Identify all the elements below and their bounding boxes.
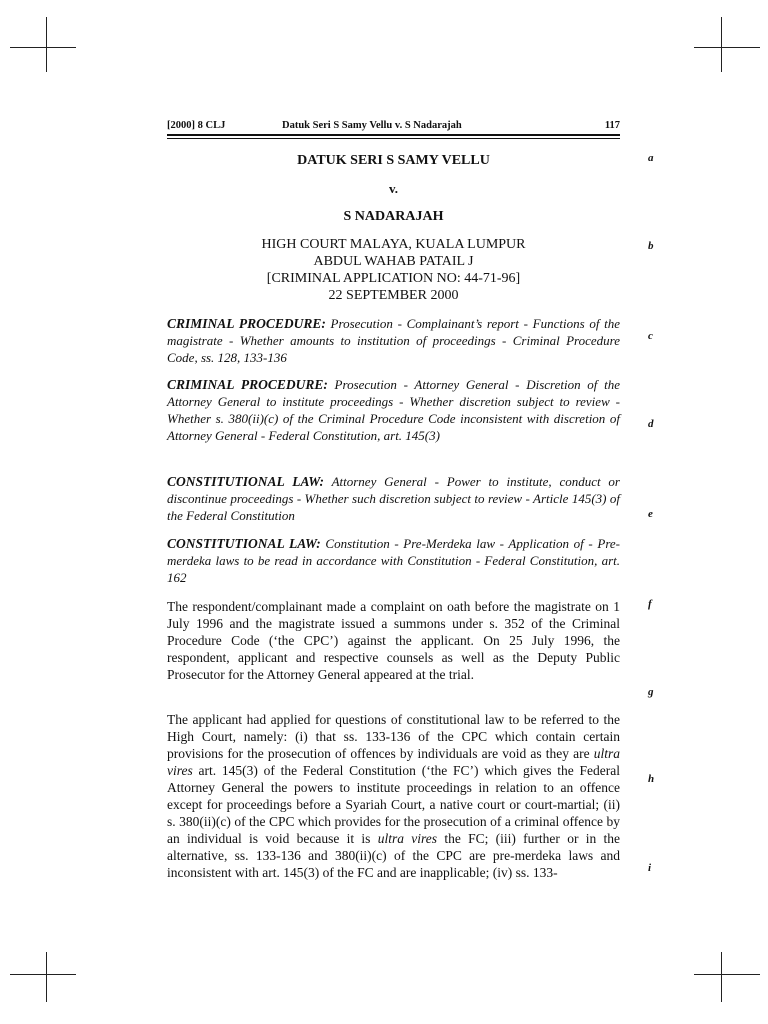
body-text: the FC; (iii) further or in the alternative, ss. 133-136 and 380(ii)(c) of the CPC are pre-merdeka laws and inconsistent with art. 145(3) of the FC and are inapplicable; (iv) ss. 133- [167,831,621,880]
headnote-text: Constitution - Pre-Merdeka law - Application of - Pre-merdeka laws to be read in accordance with Constitution - Federal Constitution, art. 162 [167,536,620,585]
body-text: The applicant had applied for questions of constitutional law to be referred to the High Court, namely: (i) that ss. 133-136 of the CPC which contain certain provisions for the prosecution of offences by individuals are void as they are [167,712,620,761]
running-title: Datuk Seri S Samy Vellu v. S Nadarajah [282,120,462,131]
margin-letter: i [648,862,652,874]
crop-mark [10,974,76,975]
margin-letter: f [648,598,652,610]
emphasis: ultra vires [377,831,438,846]
court-name: HIGH COURT MALAYA, KUALA LUMPUR [261,237,526,252]
judgment-date: 22 SEPTEMBER 2000 [328,288,459,303]
header-rule [167,138,620,139]
margin-letter: b [648,240,654,252]
headnote [167,315,620,366]
judge-name: ABDUL WAHAB PATAIL J [313,254,474,269]
headnote-text: Attorney General - Power to institute, conduct or discontinue proceedings - Whether such discretion subject to review - Article 145(3) of the Federal Constitution [167,474,620,523]
margin-letter: c [648,330,653,342]
headnote-heading: CRIMINAL PROCEDURE: [167,377,328,392]
crop-mark [721,952,722,1002]
body-paragraph [167,711,620,881]
headnote-text: Prosecution - Complainant’s report - Functions of the magistrate - Whether amounts to institution of proceedings - Criminal Procedure Code, ss. 128, 133-136 [167,316,620,365]
running-head [167,118,620,134]
margin-letter: a [648,152,654,164]
headnote-heading: CRIMINAL PROCEDURE: [167,316,326,331]
crop-mark [46,17,47,72]
headnote-heading: CONSTITUTIONAL LAW: [167,536,321,551]
party-one: DATUK SERI S SAMY VELLU [297,153,490,168]
emphasis: ultra vires [167,746,620,778]
headnote-heading: CONSTITUTIONAL LAW: [167,474,324,489]
citation: [2000] 8 CLJ [167,120,226,131]
crop-mark [10,47,76,48]
headnote [167,376,620,444]
margin-letter: e [648,508,653,520]
body-text: art. 145(3) of the Federal Constitution (‘the FC’) which gives the Federal Attorney General the powers to institute proceedings in relation to an offence except for proceedings before a Syariah Court, a native court or court-martial; (ii) s. 380(ii)(c) of the CPC which provides for the prosecution of a criminal offence by an individual is void because it is [167,763,620,846]
case-number: [CRIMINAL APPLICATION NO: 44-71-96] [266,271,521,286]
body-paragraph: The respondent/complainant made a complaint on oath before the magistrate on 1 July 1996 and the magistrate issued a summons under s. 352 of the Criminal Procedure Code (‘the CPC’) against the applicant. On 25 July 1996, the respondent, applicant and respective counsels as well as the Deputy Public Prosecutor for the Attorney General appeared at the trial. [167,599,620,682]
page-number: 117 [604,120,620,131]
headnote-text: Prosecution - Attorney General - Discretion of the Attorney General to institute proceedings - Whether discretion subject to review - Whether s. 380(ii)(c) of the Criminal Procedure Code inconsistent with discretion of Attorney General - Federal Constitution, art. 145(3) [167,377,620,443]
party-two: S NADARAJAH [343,209,444,224]
versus: v. [388,181,399,196]
header-rule [167,134,620,136]
crop-mark [46,952,47,1002]
margin-letter: h [648,773,655,785]
headnote [167,535,620,586]
crop-mark [721,17,722,72]
margin-letter: g [648,686,654,698]
headnote [167,473,620,524]
crop-mark [694,47,760,48]
crop-mark [694,974,760,975]
margin-letter: d [648,418,654,430]
